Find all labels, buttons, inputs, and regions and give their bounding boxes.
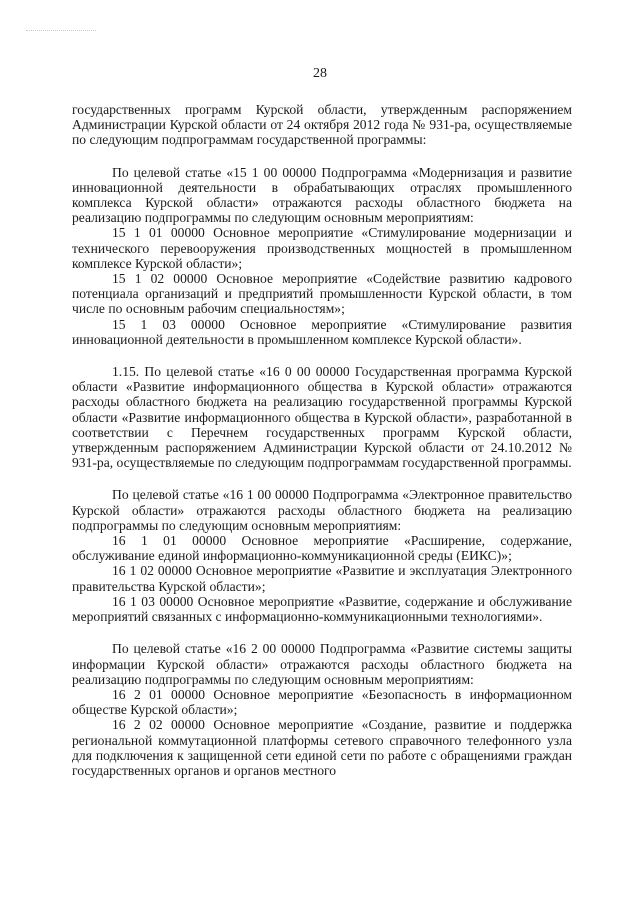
paragraph-measure-16-2-02: 16 2 02 00000 Основное мероприятие «Создание, развитие и поддержка региональной коммутационной платформы сетевого справочного телефонного узла для подключения к защищенной сети единой сети по работе с обращениями граждан государственных органов и органов местного [72, 717, 572, 778]
paragraph-subprogram-15-1: По целевой статье «15 1 00 00000 Подпрограмма «Модернизация и развитие инновационной деятельности в обрабатывающих отраслях промышленного комплекса Курской области» отражаются расходы областного бюджета на реализацию подпрограммы по следующим основным мероприятиям: [72, 164, 572, 226]
paragraph-measure-15-1-02: 15 1 02 00000 Основное мероприятие «Содействие развитию кадрового потенциала организаций и предприятий промышленности Курской области, в том числе по основным рабочим специальностям»; [72, 271, 572, 317]
paragraph-measure-16-1-03: 16 1 03 00000 Основное мероприятие «Развитие, содержание и обслуживание мероприятий связанных с информационно-коммуникационными технологиями». [72, 593, 572, 625]
paragraph-measure-16-1-02: 16 1 02 00000 Основное мероприятие «Развитие и эксплуатация Электронного правительства Курской области»; [72, 563, 572, 594]
paragraph-section-1-15: 1.15. По целевой статье «16 0 00 00000 Государственная программа Курской области «Развитие информационного общества в Курской области» отражаются расходы областного бюджета на реализацию государственной программы Курской области «Развитие информационного общества в Курской области», разработанной в соответствии с Перечнем государственных программ Курской области, утвержденным распоряжением Администрации Курской области от 24.10.2012 № 931-ра, осуществляемые по следующим подпрограммам государственной программы. [72, 364, 572, 471]
scan-artifact [26, 30, 96, 35]
paragraph-subprogram-16-1: По целевой статье «16 1 00 00000 Подпрограмма «Электронное правительство Курской области» отражаются расходы областного бюджета на реализацию подпрограммы по следующим основным мероприятиям: [72, 487, 572, 533]
paragraph-measure-15-1-03: 15 1 03 00000 Основное мероприятие «Стимулирование развития инновационной деятельности в промышленном комплексе Курской области». [72, 316, 572, 347]
paragraph-measure-16-1-01: 16 1 01 00000 Основное мероприятие «Расширение, содержание, обслуживание единой информационно-коммуникационной среды (ЕИКС)»; [72, 533, 572, 564]
paragraph-subprogram-16-2: По целевой статье «16 2 00 00000 Подпрограмма «Развитие системы защиты информации Курской области» отражаются расходы областного бюджета на реализацию подпрограммы по следующим основным мероприятиям: [72, 641, 572, 687]
document-body [72, 102, 572, 778]
paragraph-continuation: государственных программ Курской области, утвержденным распоряжением Администрации Курской области от 24 октября 2012 года № 931-ра, осуществляемые по следующим подпрограммам государственной программы: [72, 102, 572, 148]
paragraph-measure-15-1-01: 15 1 01 00000 Основное мероприятие «Стимулирование модернизации и технического перевооружения производственных мощностей в промышленном комплексе Курской области»; [72, 225, 572, 271]
paragraph-measure-16-2-01: 16 2 01 00000 Основное мероприятие «Безопасность в информационном обществе Курской области»; [72, 686, 572, 718]
page-number: 28 [313, 66, 327, 81]
